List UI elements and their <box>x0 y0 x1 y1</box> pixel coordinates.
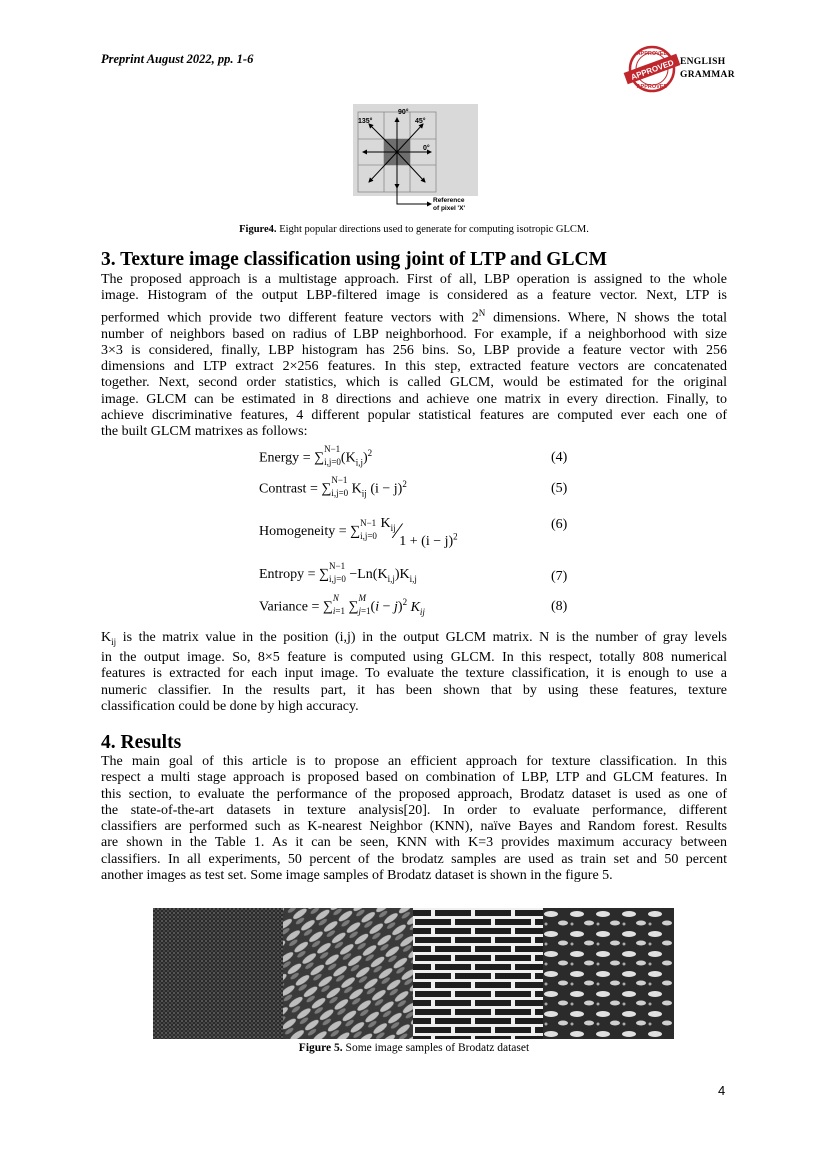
label-90: 90° <box>398 109 409 116</box>
s3-line: number of neighbors based on radius of LBP neighborhood. For example, if a neighborhood with size <box>101 326 727 342</box>
pe-k: K <box>101 630 112 645</box>
s3-line: The proposed approach is a multistage approach. First of all, LBP operation is assigned to the whole <box>101 272 727 287</box>
s3-line: image. GLCM can be estimated in 8 directions and achieve one matrix in every direction. Finally, to <box>101 391 727 407</box>
s4-line: this section, to evaluate the performance of the proposed approach, Brodatz dataset is used as one of <box>101 786 727 802</box>
equation-entropy: Entropy = ∑ $_{N-1 i,j=0} -Ln(K_{i,j})K_{i,j}$ <box>259 560 417 584</box>
s4-line: respect a multi stage approach is proposed based on combination of LBP, LTP and GLCM features. In <box>101 770 727 786</box>
figure4-caption <box>101 224 727 235</box>
pe-line-first <box>101 630 727 650</box>
s3-line: achieve discriminative features, 4 different popular statistical features are computed ever each one of <box>101 408 727 424</box>
stamp-side-line1: ENGLISH <box>680 57 726 67</box>
s4-line: are shown in the Table 1. As it can be seen, KNN with K=3 provides maximum accuracy between <box>101 835 727 851</box>
pe-line: features is extracted for each input image. To evaluate the texture classification, it is enough to use a <box>101 666 727 682</box>
eq-number: (6) <box>551 517 568 532</box>
stamp-ring-bottom: APPROVED <box>636 84 668 90</box>
eq-name: Contrast <box>259 481 307 497</box>
page-number: 4 <box>718 1083 726 1098</box>
label-135: 135° <box>358 118 373 125</box>
equation-variance: Variance = ∑ $_{N i=1}$ ∑ $_{M j=1}(i - j)^2$ $K_{ij}$ <box>259 593 425 617</box>
eq-name: Energy <box>259 450 300 466</box>
s3-line: dimensions and LTP extract 2×256 features. In this step, extracted feature vectors are concatenated <box>101 359 727 375</box>
label-45: 45° <box>415 118 426 125</box>
s3-line: image. Histogram of the output LBP-filtered image is considered as a feature vector. Next, LTP is <box>101 288 727 304</box>
s3-sup-n: N <box>478 307 486 318</box>
s4-line: another images as test set. Some image samples of Brodatz dataset is shown in the figure 5. <box>101 868 613 884</box>
section3-paragraph <box>101 272 727 441</box>
pe-line: numeric classifier. In the results part, it has been shown that by using these features, texture <box>101 682 727 698</box>
pe-line: in the output image. So, 8×5 feature is computed using GLCM. In this respect, totally 808 numerical <box>101 650 727 666</box>
s4-line: the state-of-the-art datasets in texture analysis[20]. In order to evaluate performance, different <box>101 802 727 818</box>
label-0: 0° <box>423 145 430 152</box>
s3-line3-head: performed which provide two different feature vectors with 2 <box>101 310 479 326</box>
stamp-side-text <box>680 56 735 82</box>
section4-heading: 4. Results <box>101 732 182 753</box>
post-equation-paragraph <box>101 630 727 715</box>
stamp-ring-top: APPROVED <box>636 51 668 57</box>
figure4-caption-label: Figure4. <box>239 224 277 235</box>
s4-line: classifiers are performed such as K-nearest Neighbor (KNN), naïve Bayes and Random forest. Results <box>101 819 727 835</box>
stamp-band-text: APPROVED <box>629 58 675 82</box>
running-header: Preprint August 2022, pp. 1-6 <box>101 52 254 66</box>
section4-paragraph <box>101 754 727 884</box>
eq-number: (5) <box>551 481 568 496</box>
figure5-texture-samples <box>153 908 674 1039</box>
s3-line-with-superscript <box>101 305 727 327</box>
s3-line: 3×3 is considered, finally, LBP histogram has 256 bins. So, LBP provide a feature vector with 256 <box>101 342 727 358</box>
equation-energy: Energy = ∑ $_{N-1 i,j=0}(K_{i,j})^2$ <box>259 444 373 468</box>
s4-line: The main goal of this article is to propose an efficient approach for texture classification. In this <box>101 754 727 769</box>
s3-line: the built GLCM matrixes as follows: <box>101 424 308 440</box>
figure4-caption-text: Eight popular directions used to generate for computing isotropic GLCM. <box>276 224 589 235</box>
pe-first-rest: is the matrix value in the position (i,j) in the output GLCM matrix. N is the number of gray levels <box>116 630 727 645</box>
pe-line: classification could be done by high accuracy. <box>101 698 359 714</box>
eq-name: Entropy <box>259 567 305 582</box>
figure4-direction-diagram <box>353 104 478 219</box>
figure5-caption-label: Figure 5. <box>298 1042 343 1054</box>
figure5-caption-text: Some image samples of Brodatz dataset <box>342 1042 530 1054</box>
stamp-side-line2: GRAMMAR <box>680 70 735 80</box>
approved-stamp-logo <box>622 44 682 94</box>
eq-number: (7) <box>551 569 568 584</box>
s4-line: classifiers. In all experiments, 50 percent of the brodatz samples are used as train set and 50 percent <box>101 851 727 867</box>
pe-k-sub: ij <box>111 636 117 647</box>
eq-number: (8) <box>551 599 568 614</box>
label-reference: Reference <box>433 197 465 204</box>
equation-homogeneity: Homogeneity = ∑ $_{N-1 i,j=0}$ $K_{ij}⁄1 + (i - j)^2$ <box>259 516 458 549</box>
figure5-caption <box>101 1042 727 1054</box>
section3-heading: 3. Texture image classification using joint of LTP and GLCM <box>101 249 607 270</box>
s3-line3-tail: dimensions. Where, N shows the total <box>485 310 727 326</box>
eq-name: Variance <box>259 599 308 615</box>
label-of-pixel-x: of pixel 'X' <box>433 205 465 212</box>
s3-line: together. Next, second order statistics, which is called GLCM, would be estimated for the original <box>101 375 727 391</box>
eq-name: Homogeneity <box>259 524 336 539</box>
equation-contrast: Contrast = ∑ $_{N-1 i,j=0}$ $K_{ij}$ $(i - j)^2$ <box>259 475 407 499</box>
eq-number: (4) <box>551 450 568 465</box>
